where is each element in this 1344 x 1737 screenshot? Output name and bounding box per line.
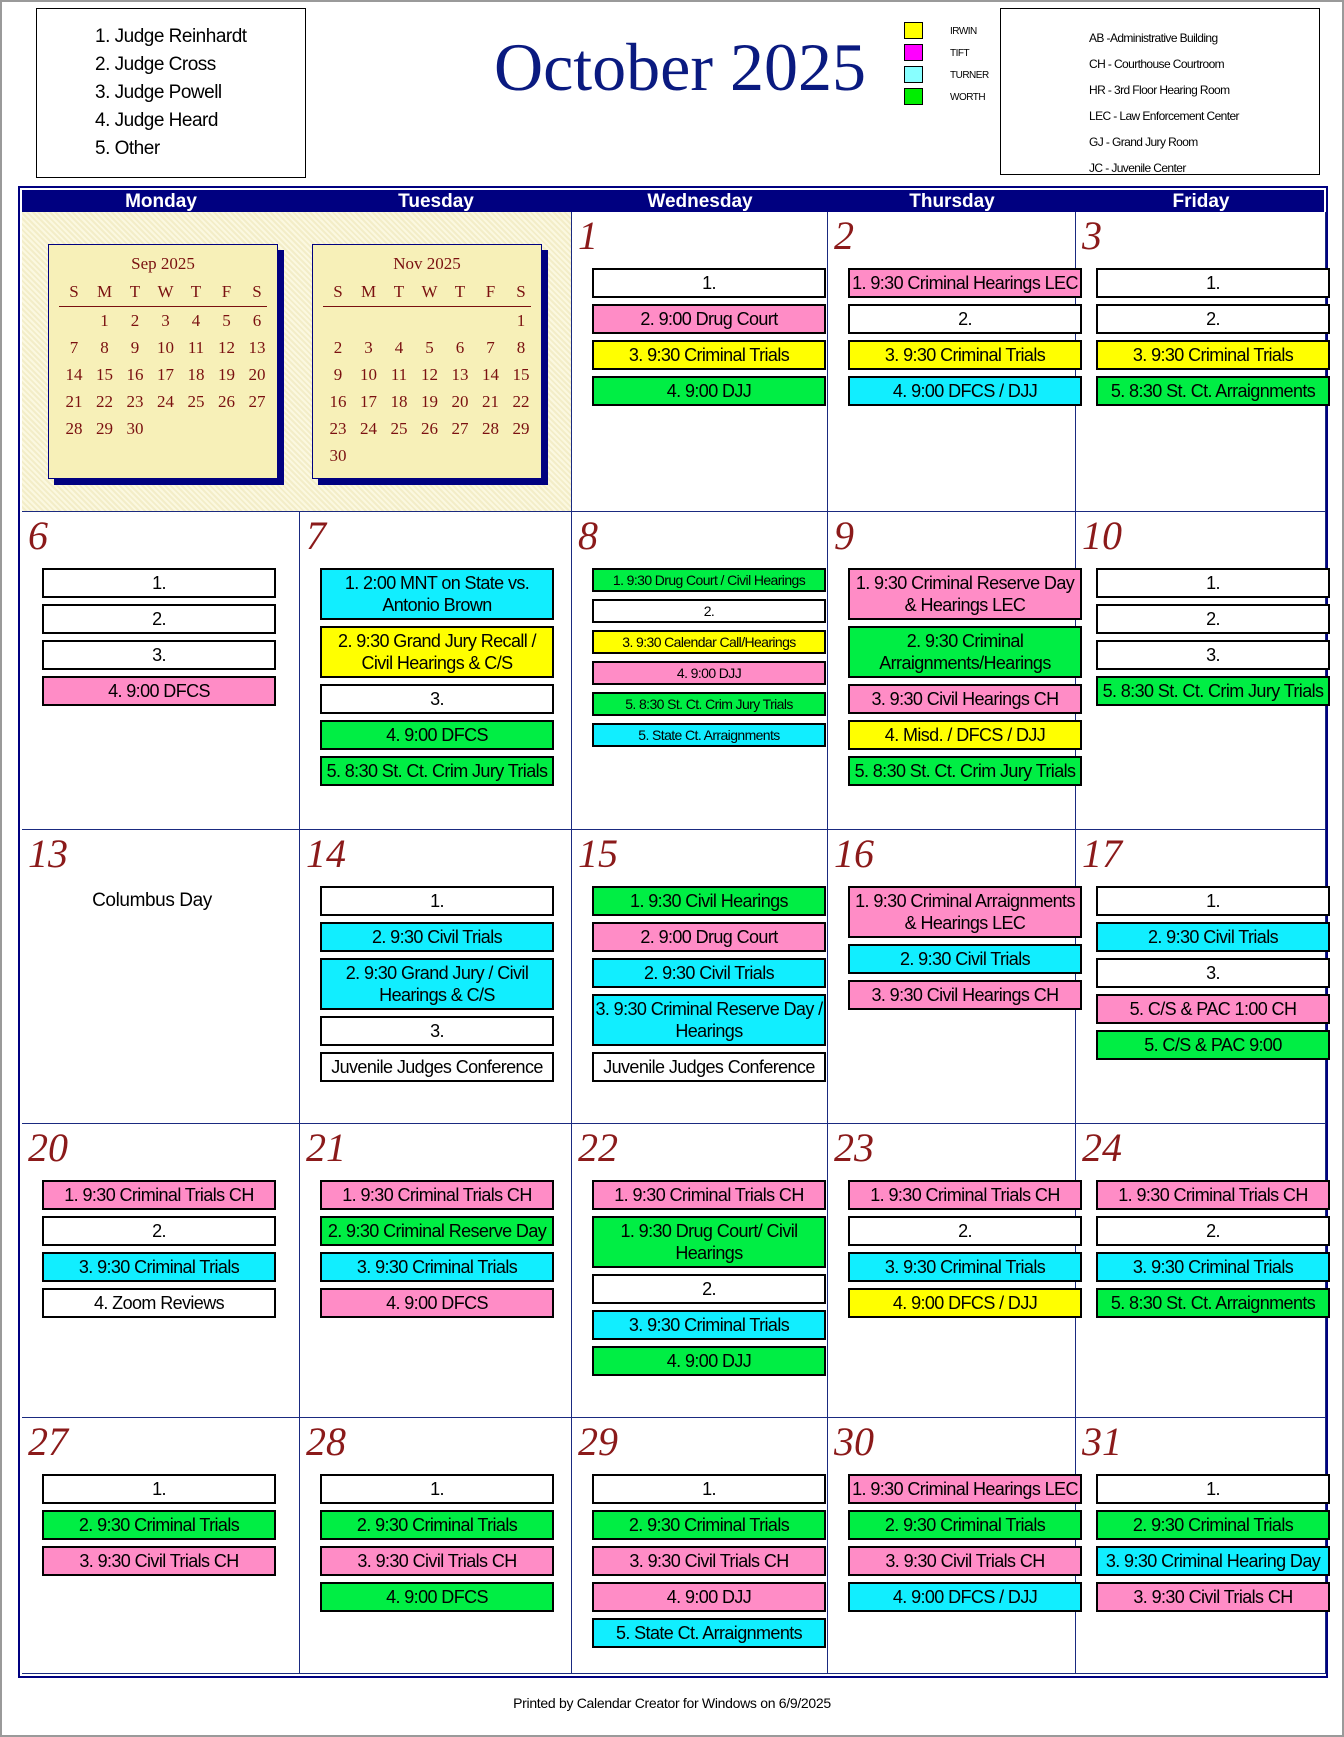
day-cell-22 (572, 1124, 828, 1418)
day-number: 27 (28, 1419, 68, 1464)
calendar-event[interactable]: 5. State Ct. Arraignments (592, 723, 826, 747)
calendar-event[interactable]: 1. (592, 268, 826, 298)
calendar-event[interactable]: 2. (592, 599, 826, 623)
mini-calendar-day: 8 (100, 338, 109, 357)
calendar-event[interactable]: 2. (1096, 304, 1330, 334)
mini-calendar-rule (59, 306, 267, 307)
calendar-event[interactable]: 2. 9:30 Grand Jury / Civil Hearings & C/S (320, 958, 554, 1010)
location-item: AB -Administrative Building (1089, 31, 1218, 45)
legend-swatch (904, 44, 923, 61)
mini-calendar-day: 6 (252, 311, 262, 330)
mini-calendar-day: 21 (482, 392, 499, 411)
calendar-event[interactable]: 1. (1096, 568, 1330, 598)
calendar-event[interactable]: 3. (42, 640, 276, 670)
mini-calendar-day: 26 (421, 419, 438, 438)
mini-calendar-day: 16 (329, 392, 347, 411)
mini-calendar-day: 1 (100, 311, 109, 330)
calendar-event[interactable]: 3. 9:30 Criminal Trials (592, 340, 826, 370)
calendar-event[interactable]: 3. 9:30 Criminal Reserve Day / Hearings (592, 994, 826, 1046)
day-number: 15 (578, 831, 618, 876)
calendar-event[interactable]: 2. (1096, 1216, 1330, 1246)
weekday-label-friday: Friday (1172, 191, 1230, 212)
calendar-event[interactable]: 1. 2:00 MNT on State vs. Antonio Brown (320, 568, 554, 620)
day-cell-14 (300, 830, 572, 1124)
legend-swatch (904, 22, 923, 39)
weekday-header (22, 190, 1324, 212)
calendar-event[interactable]: 2. 9:30 Criminal Reserve Day (320, 1216, 554, 1246)
day-number: 21 (306, 1125, 346, 1170)
day-cell-30 (828, 1418, 1076, 1674)
calendar-event[interactable]: 2. 9:00 Drug Court (592, 304, 826, 334)
calendar-event[interactable]: 1. 9:30 Criminal Hearings LEC (848, 268, 1082, 298)
weekday-label-tuesday: Tuesday (398, 191, 474, 212)
calendar-event[interactable]: Juvenile Judges Conference (320, 1052, 554, 1082)
judge-item: 1. Judge Reinhardt (95, 26, 247, 47)
mini-calendar-sep-2025 (48, 244, 278, 479)
day-number: 22 (578, 1125, 618, 1170)
day-number: 31 (1082, 1419, 1122, 1464)
mini-calendar-dow: S (252, 282, 262, 301)
day-cell-10 (1076, 512, 1326, 830)
location-item: JC - Juvenile Center (1089, 161, 1186, 175)
mini-calendar-day: 3 (364, 338, 373, 357)
calendar-event[interactable]: 5. 8:30 St. Ct. Crim Jury Trials (320, 756, 554, 786)
legend-label: IRWIN (950, 26, 977, 37)
calendar-event[interactable]: 1. 9:30 Criminal Trials CH (592, 1180, 826, 1210)
judge-item: 4. Judge Heard (95, 110, 218, 131)
calendar-event[interactable]: 4. 9:00 DFCS (320, 720, 554, 750)
calendar-event[interactable]: 1. (1096, 268, 1330, 298)
mini-calendar-day: 22 (96, 392, 113, 411)
calendar-event[interactable]: 1. 9:30 Criminal Hearings LEC (848, 1474, 1082, 1504)
calendar-event[interactable]: 2. (42, 604, 276, 634)
mini-calendar-nov-2025 (312, 244, 542, 479)
calendar-event[interactable]: 3. 9:30 Criminal Hearing Day (1096, 1546, 1330, 1576)
mini-calendar-dow: F (485, 282, 496, 301)
mini-calendar-day: 13 (248, 338, 266, 357)
calendar-event[interactable]: 4. 9:00 DFCS (320, 1288, 554, 1318)
mini-calendar-day: 2 (333, 338, 343, 357)
calendar-event[interactable]: 1. (1096, 886, 1330, 916)
calendar-event[interactable]: 2. 9:30 Civil Trials (848, 944, 1082, 974)
page-title: October 2025 (493, 29, 866, 105)
print-footer: Printed by Calendar Creator for Windows on 6/9/2025 (513, 1695, 831, 1711)
mini-calendar-day: 3 (161, 311, 170, 330)
calendar-event[interactable]: 3. (320, 684, 554, 714)
day-cell-7 (300, 512, 572, 830)
day-cell-27 (22, 1418, 300, 1674)
calendar-event[interactable]: 3. 9:30 Civil Trials CH (1096, 1582, 1330, 1612)
calendar-event[interactable]: 4. 9:00 DJJ (592, 661, 826, 685)
mini-calendar-day: 28 (482, 419, 499, 438)
location-item: CH - Courthouse Courtroom (1089, 57, 1225, 71)
mini-calendar-day: 19 (421, 392, 438, 411)
mini-calendar-day: 11 (390, 365, 408, 384)
day-cell-31 (1076, 1418, 1326, 1674)
mini-calendar-dow: S (333, 282, 343, 301)
calendar-event[interactable]: 2. (42, 1216, 276, 1246)
mini-calendar-day: 5 (222, 311, 231, 330)
location-item: LEC - Law Enforcement Center (1089, 109, 1239, 123)
mini-calendar-dow: S (516, 282, 526, 301)
calendar-event[interactable]: 4. 9:00 DFCS / DJJ (848, 376, 1082, 406)
day-number: 2 (834, 213, 854, 258)
day-number: 3 (1082, 213, 1102, 258)
calendar-event[interactable]: 3. 9:30 Criminal Trials (848, 1252, 1082, 1282)
calendar-event[interactable]: 3. 9:30 Criminal Trials (592, 1310, 826, 1340)
calendar-event[interactable]: 1. 9:30 Criminal Reserve Day & Hearings LEC (848, 568, 1082, 620)
mini-calendar-dow: W (157, 282, 174, 301)
calendar-event[interactable]: 4. 9:00 DFCS (320, 1582, 554, 1612)
mini-calendar-day: 10 (360, 365, 377, 384)
mini-calendar-dow: T (393, 282, 405, 301)
mini-calendar-day: 17 (157, 365, 174, 384)
calendar-event[interactable]: 5. C/S & PAC 9:00 (1096, 1030, 1330, 1060)
calendar-event[interactable]: 2. 9:30 Grand Jury Recall / Civil Hearings & C/S (320, 626, 554, 678)
calendar-event[interactable]: 4. 9:00 DJJ (592, 1346, 826, 1376)
calendar-event[interactable]: 5. 8:30 St. Ct. Arraignments (1096, 376, 1330, 406)
mini-calendar-day: 6 (455, 338, 465, 357)
mini-calendar-day: 17 (360, 392, 377, 411)
day-number: 7 (306, 513, 326, 558)
day-cell-3 (1076, 212, 1326, 512)
mini-calendar-dow: T (454, 282, 466, 301)
calendar-event[interactable]: 3. 9:30 Civil Trials CH (320, 1546, 554, 1576)
mini-calendar-day: 10 (157, 338, 174, 357)
mini-calendar-dow: T (190, 282, 202, 301)
location-item: GJ - Grand Jury Room (1089, 135, 1198, 149)
judge-item: 3. Judge Powell (95, 82, 222, 103)
mini-calendar-day: 8 (516, 338, 526, 357)
calendar-event[interactable]: 1. (1096, 1474, 1330, 1504)
calendar-event[interactable]: 4. 9:00 DFCS / DJJ (848, 1288, 1082, 1318)
mini-calendar-day: 27 (248, 392, 266, 411)
calendar-event[interactable]: 2. 9:30 Criminal Trials (848, 1510, 1082, 1540)
calendar-event[interactable]: 2. 9:30 Civil Trials (1096, 922, 1330, 952)
mini-calendar-day: 4 (191, 311, 201, 330)
mini-calendar-day: 26 (218, 392, 235, 411)
calendar-event[interactable]: 3. 9:30 Criminal Trials (42, 1252, 276, 1282)
mini-calendar-day: 23 (329, 419, 347, 438)
day-number: 10 (1082, 513, 1122, 558)
location-key (1000, 8, 1320, 175)
calendar-event[interactable]: 2. 9:30 Criminal Trials (1096, 1510, 1330, 1540)
calendar-event[interactable]: 2. (1096, 604, 1330, 634)
day-cell-24 (1076, 1124, 1326, 1418)
calendar-event[interactable]: 1. 9:30 Criminal Trials CH (848, 1180, 1082, 1210)
day-number: 8 (578, 513, 598, 558)
day-cell-16 (828, 830, 1076, 1124)
day-number: 13 (28, 831, 68, 876)
day-number: 29 (578, 1419, 618, 1464)
day-number: 9 (834, 513, 854, 558)
legend-swatch (904, 66, 923, 83)
calendar-event[interactable]: 4. 9:00 DFCS / DJJ (848, 1582, 1082, 1612)
calendar-event[interactable]: 4. 9:00 DFCS (42, 676, 276, 706)
location-item: HR - 3rd Floor Hearing Room (1089, 83, 1230, 97)
mini-calendar-day: 29 (512, 419, 530, 438)
day-cell-13 (22, 830, 300, 1124)
mini-calendar-day: 13 (451, 365, 469, 384)
calendar-event[interactable]: 1. (592, 1474, 826, 1504)
calendar-event[interactable]: 2. 9:30 Civil Trials (320, 922, 554, 952)
weekday-label-thursday: Thursday (909, 191, 995, 212)
calendar-event[interactable]: Juvenile Judges Conference (592, 1052, 826, 1082)
day-cell-1 (572, 212, 828, 512)
calendar-event[interactable]: 2. (592, 1274, 826, 1304)
mini-calendar-day: 12 (421, 365, 438, 384)
calendar-event[interactable]: 2. 9:30 Criminal Trials (592, 1510, 826, 1540)
day-cell-28 (300, 1418, 572, 1674)
calendar-event[interactable]: 3. 9:30 Criminal Trials (848, 340, 1082, 370)
mini-calendar-dow: W (421, 282, 438, 301)
mini-calendar-dow: S (69, 282, 79, 301)
mini-calendar-day: 19 (218, 365, 235, 384)
mini-calendar-day: 25 (390, 419, 408, 438)
legend-label: TURNER (950, 70, 989, 81)
mini-calendar-day: 30 (329, 446, 347, 465)
legend-label: TIFT (950, 48, 970, 59)
mini-calendar-day: 9 (130, 338, 140, 357)
weekday-label-monday: Monday (125, 191, 197, 212)
legend-swatch (904, 88, 923, 105)
calendar-event[interactable]: 1. 9:30 Drug Court / Civil Hearings (592, 568, 826, 592)
mini-calendar-day: 29 (96, 419, 113, 438)
mini-calendar-day: 7 (486, 338, 495, 357)
mini-calendar-day: 24 (157, 392, 174, 411)
calendar-event[interactable]: 1. 9:30 Drug Court/ Civil Hearings (592, 1216, 826, 1268)
mini-calendar-day: 12 (218, 338, 235, 357)
calendar-event[interactable]: 3. (1096, 958, 1330, 988)
mini-calendar-day: 22 (512, 392, 530, 411)
calendar-event[interactable]: 4. 9:00 DJJ (592, 1582, 826, 1612)
day-cell-17 (1076, 830, 1326, 1124)
calendar-event[interactable]: 2. 9:30 Criminal Trials (320, 1510, 554, 1540)
calendar-event[interactable]: 2. 9:30 Criminal Trials (42, 1510, 276, 1540)
calendar-event[interactable]: 3. 9:30 Civil Trials CH (42, 1546, 276, 1576)
mini-calendar-day: 7 (69, 338, 79, 357)
day-number: 23 (834, 1125, 874, 1170)
mini-calendar-day: 24 (360, 419, 377, 438)
judge-key (36, 8, 306, 178)
mini-calendar-day: 23 (126, 392, 144, 411)
mini-calendar-day: 5 (425, 338, 434, 357)
mini-calendar-day: 11 (187, 338, 205, 357)
mini-calendar-rule (323, 306, 531, 307)
mini-calendar-day: 30 (126, 419, 144, 438)
calendar-event[interactable]: 3. 9:30 Criminal Trials (320, 1252, 554, 1282)
mini-calendar-day: 9 (333, 365, 343, 384)
calendar-event[interactable]: 1. 9:30 Criminal Arraignments & Hearings LEC (848, 886, 1082, 938)
day-number: 16 (834, 831, 874, 876)
mini-calendar-day: 16 (126, 365, 144, 384)
calendar-event[interactable]: 5. C/S & PAC 1:00 CH (1096, 994, 1330, 1024)
day-number: 17 (1082, 831, 1122, 876)
calendar-event[interactable]: 5. 8:30 St. Ct. Arraignments (1096, 1288, 1330, 1318)
mini-calendar-dow: T (129, 282, 141, 301)
calendar-event[interactable]: 3. 9:30 Civil Trials CH (848, 1546, 1082, 1576)
judge-item: 5. Other (95, 138, 160, 159)
calendar-event[interactable]: 1. (320, 1474, 554, 1504)
calendar-event[interactable]: 5. State Ct. Arraignments (592, 1618, 826, 1648)
calendar-event[interactable]: 4. 9:00 DJJ (592, 376, 826, 406)
calendar-event[interactable]: 3. 9:30 Criminal Trials (1096, 1252, 1330, 1282)
mini-calendar-day: 27 (451, 419, 469, 438)
calendar-event[interactable]: 2. 9:30 Criminal Arraignments/Hearings (848, 626, 1082, 678)
mini-calendar-dow: F (221, 282, 232, 301)
calendar-event[interactable]: 2. 9:30 Civil Trials (592, 958, 826, 988)
calendar-event[interactable]: 1. 9:30 Civil Hearings (592, 886, 826, 916)
calendar-event[interactable]: 2. 9:00 Drug Court (592, 922, 826, 952)
day-number: 14 (306, 831, 346, 876)
judge-item: 2. Judge Cross (95, 54, 216, 75)
day-cell-20 (22, 1124, 300, 1418)
mini-calendar-day: 14 (65, 365, 83, 384)
calendar-event[interactable]: 5. 8:30 St. Ct. Crim Jury Trials (1096, 676, 1330, 706)
calendar-event[interactable]: 3. 9:30 Calendar Call/Hearings (592, 630, 826, 654)
mini-calendar-day: 14 (482, 365, 499, 384)
day-number: 6 (28, 513, 48, 558)
day-cell-2 (828, 212, 1076, 512)
mini-calendar-day: 25 (187, 392, 205, 411)
calendar-event[interactable]: 1. 9:30 Criminal Trials CH (1096, 1180, 1330, 1210)
day-cell-8 (572, 512, 828, 830)
holiday-label: Columbus Day (92, 890, 212, 911)
weekday-label-wednesday: Wednesday (647, 191, 753, 212)
mini-calendar-day: 21 (65, 392, 83, 411)
mini-calendar-day: 28 (65, 419, 83, 438)
calendar-event[interactable]: 2. (848, 304, 1082, 334)
calendar-event[interactable]: 3. 9:30 Civil Hearings CH (848, 980, 1082, 1010)
day-cell-9 (828, 512, 1076, 830)
mini-calendar-title: Nov 2025 (393, 254, 461, 273)
legend-label: WORTH (950, 92, 986, 103)
day-number: 28 (306, 1419, 346, 1464)
calendar-event[interactable]: 4. Misd. / DFCS / DJJ (848, 720, 1082, 750)
calendar-event[interactable]: 3. 9:30 Civil Hearings CH (848, 684, 1082, 714)
calendar-event[interactable]: 1. (42, 568, 276, 598)
mini-calendar-dow: M (360, 282, 377, 301)
mini-calendar-day: 2 (130, 311, 140, 330)
calendar-event[interactable]: 5. 8:30 St. Ct. Crim Jury Trials (592, 692, 826, 716)
calendar-event[interactable]: 3. 9:30 Civil Trials CH (592, 1546, 826, 1576)
day-cell-21 (300, 1124, 572, 1418)
day-number: 1 (578, 213, 598, 258)
day-cell-6 (22, 512, 300, 830)
calendar-event[interactable]: 5. 8:30 St. Ct. Crim Jury Trials (848, 756, 1082, 786)
day-number: 24 (1082, 1125, 1122, 1170)
day-cell-29 (572, 1418, 828, 1674)
day-number: 20 (28, 1125, 68, 1170)
calendar-event[interactable]: 4. Zoom Reviews (42, 1288, 276, 1318)
mini-calendar-dow: M (96, 282, 113, 301)
mini-calendar-day: 15 (512, 365, 530, 384)
day-number: 30 (834, 1419, 874, 1464)
mini-calendar-day: 1 (516, 311, 526, 330)
calendar-event[interactable]: 3. (1096, 640, 1330, 670)
mini-calendar-day: 18 (187, 365, 205, 384)
mini-calendar-day: 18 (390, 392, 408, 411)
day-cell-23 (828, 1124, 1076, 1418)
mini-calendar-day: 20 (451, 392, 469, 411)
calendar-event[interactable]: 1. 9:30 Criminal Trials CH (320, 1180, 554, 1210)
day-cell-15 (572, 830, 828, 1124)
calendar-event[interactable]: 2. (848, 1216, 1082, 1246)
calendar-event[interactable]: 1. (320, 886, 554, 916)
mini-calendar-day: 20 (248, 365, 266, 384)
mini-calendar-title: Sep 2025 (131, 254, 195, 273)
calendar-event[interactable]: 1. 9:30 Criminal Trials CH (42, 1180, 276, 1210)
calendar-event[interactable]: 1. (42, 1474, 276, 1504)
calendar-event[interactable]: 3. 9:30 Criminal Trials (1096, 340, 1330, 370)
calendar-event[interactable]: 3. (320, 1016, 554, 1046)
mini-calendar-day: 15 (96, 365, 113, 384)
mini-calendar-day: 4 (394, 338, 404, 357)
